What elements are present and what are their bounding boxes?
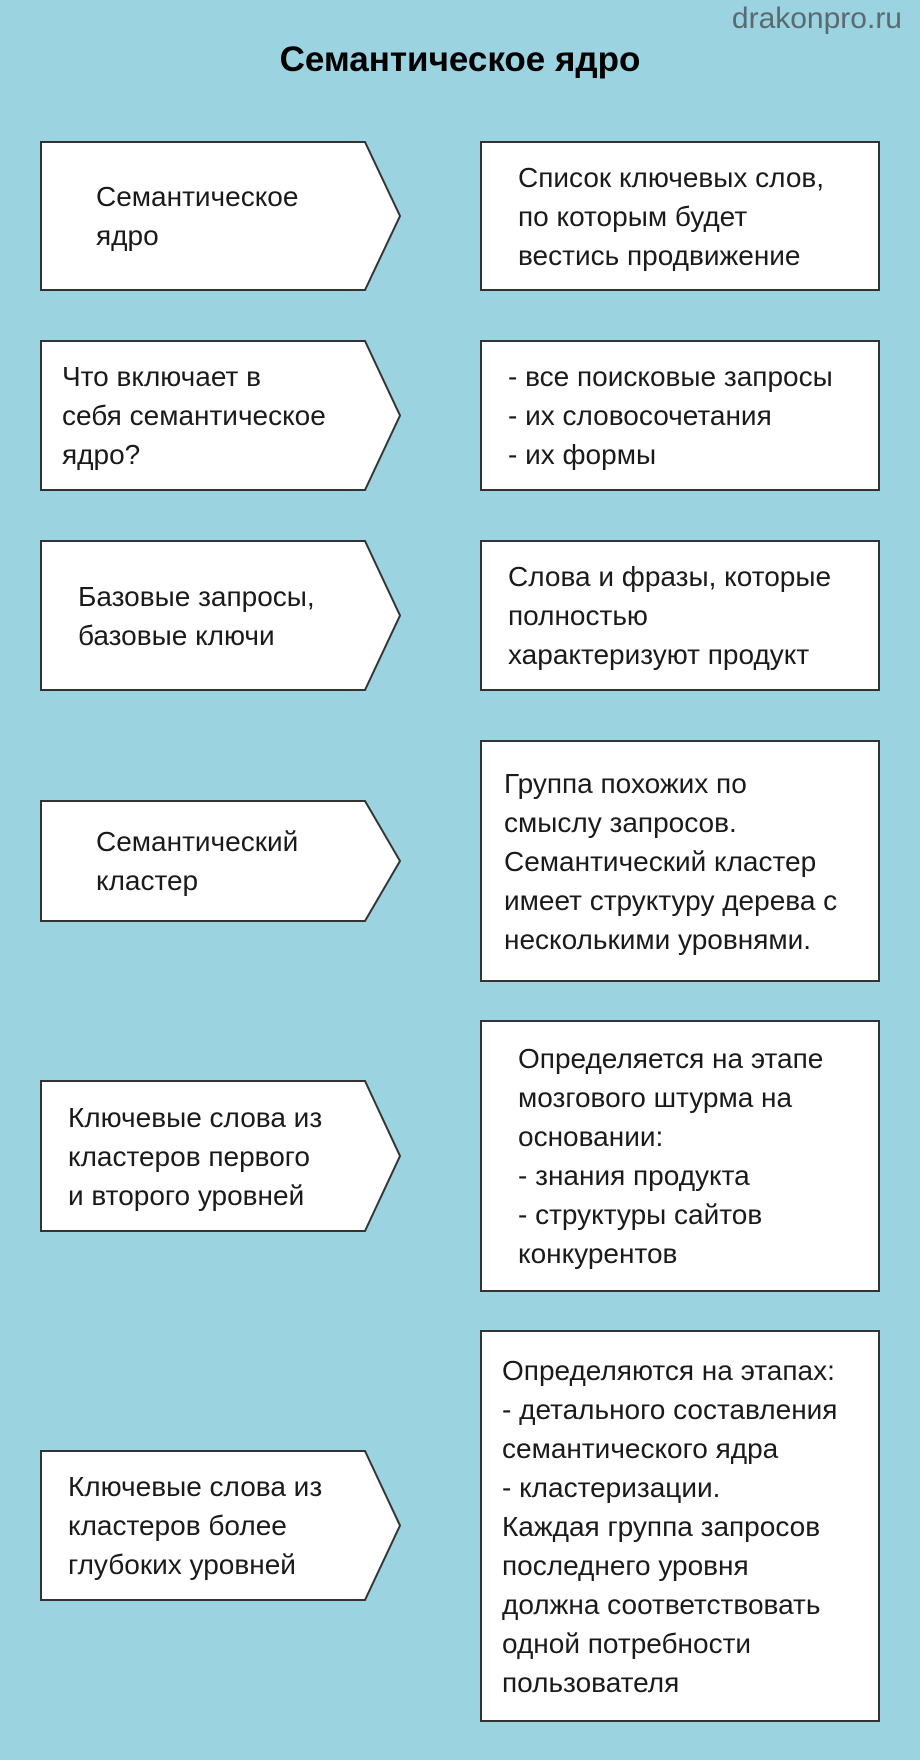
description-box-semantic-cluster: Группа похожих по смыслу запросов. Семантический кластер имеет структуру дерева с несколькими уровнями. [480,740,880,982]
page-title: Семантическое ядро [279,40,641,79]
term-shape-deeper-levels [40,1450,402,1601]
term-shape-semantic-core [40,141,402,291]
term-label: Что включает в себя семантическое ядро? [62,361,326,470]
term-label: Семантическое ядро [96,181,299,251]
term-label: Ключевые слова из кластеров первого и второго уровней [68,1101,323,1211]
term-label: Базовые запросы, базовые ключи [78,580,315,651]
description-box-deeper-levels: Определяются на этапах: - детального составления семантического ядра - кластеризации. Каждая группа запросов последнего уровня должна соответствовать одной потребности пользователя [480,1330,880,1722]
description-box-semantic-core: Список ключевых слов, по которым будет вестись продвижение [480,141,880,291]
term-shape-what-includes [40,340,402,491]
site-watermark: drakonpro.ru [731,2,902,35]
description-box-first-second-level: Определяется на этапе мозгового штурма на основании: - знания продукта - структуры сайтов конкурентов [480,1020,880,1292]
term-shape-semantic-cluster [40,800,402,922]
term-shape-first-second-level [40,1080,402,1232]
term-label: Семантический кластер [96,826,299,896]
description-box-base-queries: Слова и фразы, которые полностью характеризуют продукт [480,540,880,691]
description-box-what-includes: - все поисковые запросы - их словосочетания - их формы [480,340,880,491]
term-label: Ключевые слова из кластеров более глубоких уровней [68,1471,323,1580]
term-shape-base-queries [40,540,402,691]
